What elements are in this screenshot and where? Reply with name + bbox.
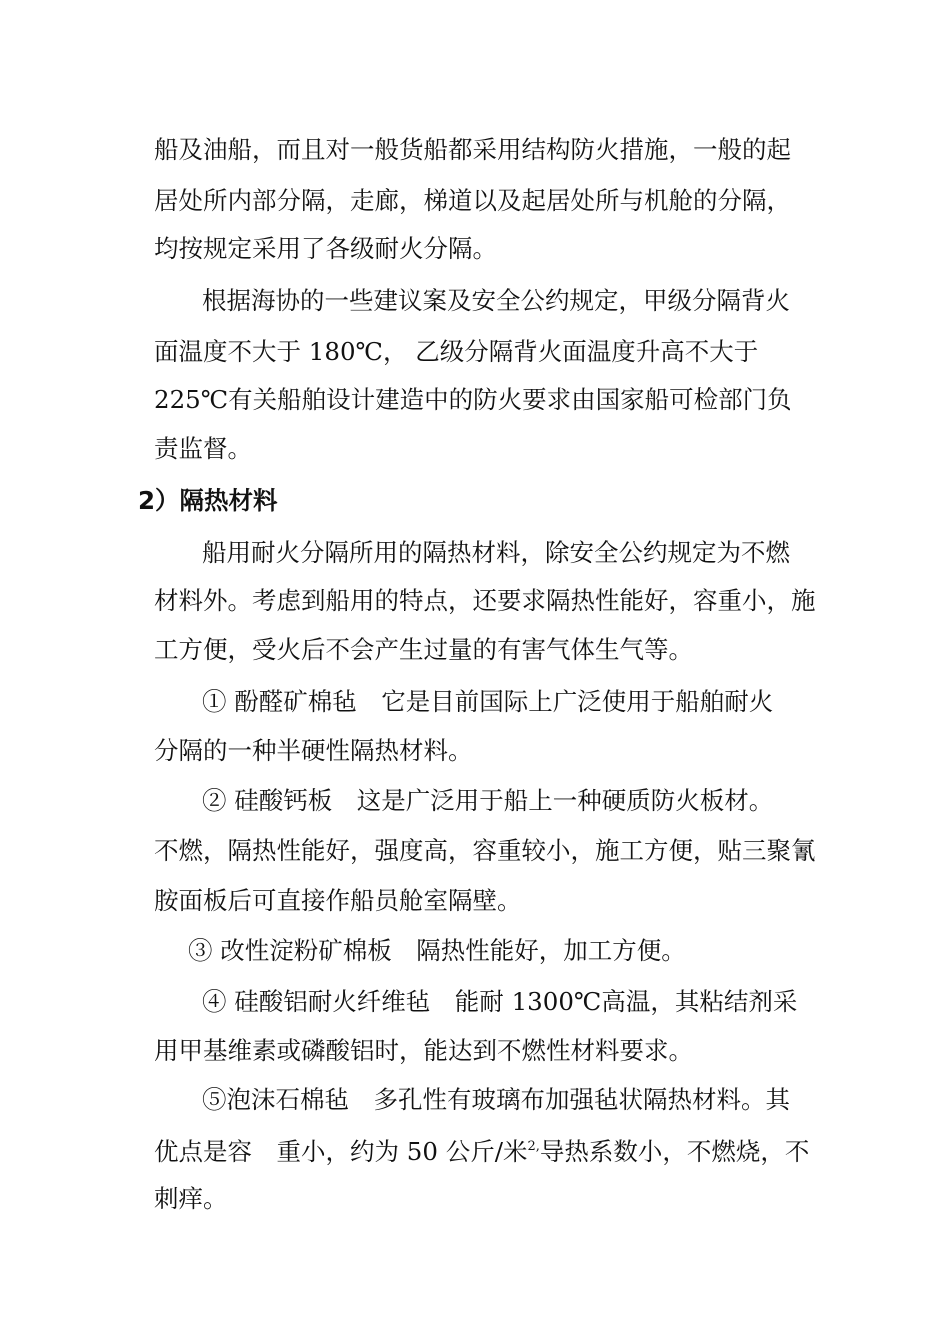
- text-line: ② 硅酸钙板 这是广泛用于船上一种硬质防火板材。: [202, 786, 774, 815]
- text-line: ③ 改性淀粉矿棉板 隔热性能好，加工方便。: [188, 936, 686, 965]
- text-line: 船用耐火分隔所用的隔热材料，除安全公约规定为不燃: [202, 538, 790, 567]
- superscript: 2,: [527, 1139, 540, 1154]
- text-segment: 导热系数小，不燃烧，不: [539, 1137, 810, 1166]
- text-line: ⑤泡沫石棉毡 多孔性有玻璃布加强毡状隔热材料。其: [202, 1085, 790, 1114]
- text-line: 分隔的一种半硬性隔热材料。: [154, 736, 473, 765]
- text-line: 工方便，受火后不会产生过量的有害气体生气等。: [154, 635, 693, 664]
- text-line: 根据海协的一些建议案及安全公约规定，甲级分隔背火: [202, 286, 790, 315]
- text-line: 面温度不大于 180℃， 乙级分隔背火面温度升高不大于: [154, 337, 759, 366]
- text-line: 用甲基维素或磷酸铝时，能达到不燃性材料要求。: [154, 1036, 693, 1065]
- text-line: 均按规定采用了各级耐火分隔。: [154, 234, 497, 263]
- text-segment: 优点是容 重小，约为 50 公斤/米: [154, 1137, 528, 1166]
- text-line: ④ 硅酸铝耐火纤维毡 能耐 1300℃高温，其粘结剂采: [202, 987, 798, 1016]
- text-line: ① 酚醛矿棉毡 它是目前国际上广泛使用于船舶耐火: [202, 687, 774, 716]
- text-line: 225℃有关船舶设计建造中的防火要求由国家船可检部门负: [154, 385, 792, 414]
- text-line: 责监督。: [154, 434, 252, 463]
- text-line: 居处所内部分隔，走廊，梯道以及起居处所与机舱的分隔，: [154, 186, 791, 215]
- text-line-with-superscript: [154, 1135, 809, 1169]
- text-line: 材料外。考虑到船用的特点，还要求隔热性能好，容重小，施: [154, 586, 816, 615]
- section-heading: 2）隔热材料: [138, 486, 278, 515]
- text-line: 不燃，隔热性能好，强度高，容重较小，施工方便，贴三聚氰: [154, 836, 816, 865]
- text-line: 胺面板后可直接作船员舱室隔壁。: [154, 886, 522, 915]
- text-line: 刺痒。: [154, 1184, 228, 1213]
- text-line: 船及油船，而且对一般货船都采用结构防火措施，一般的起: [154, 135, 791, 164]
